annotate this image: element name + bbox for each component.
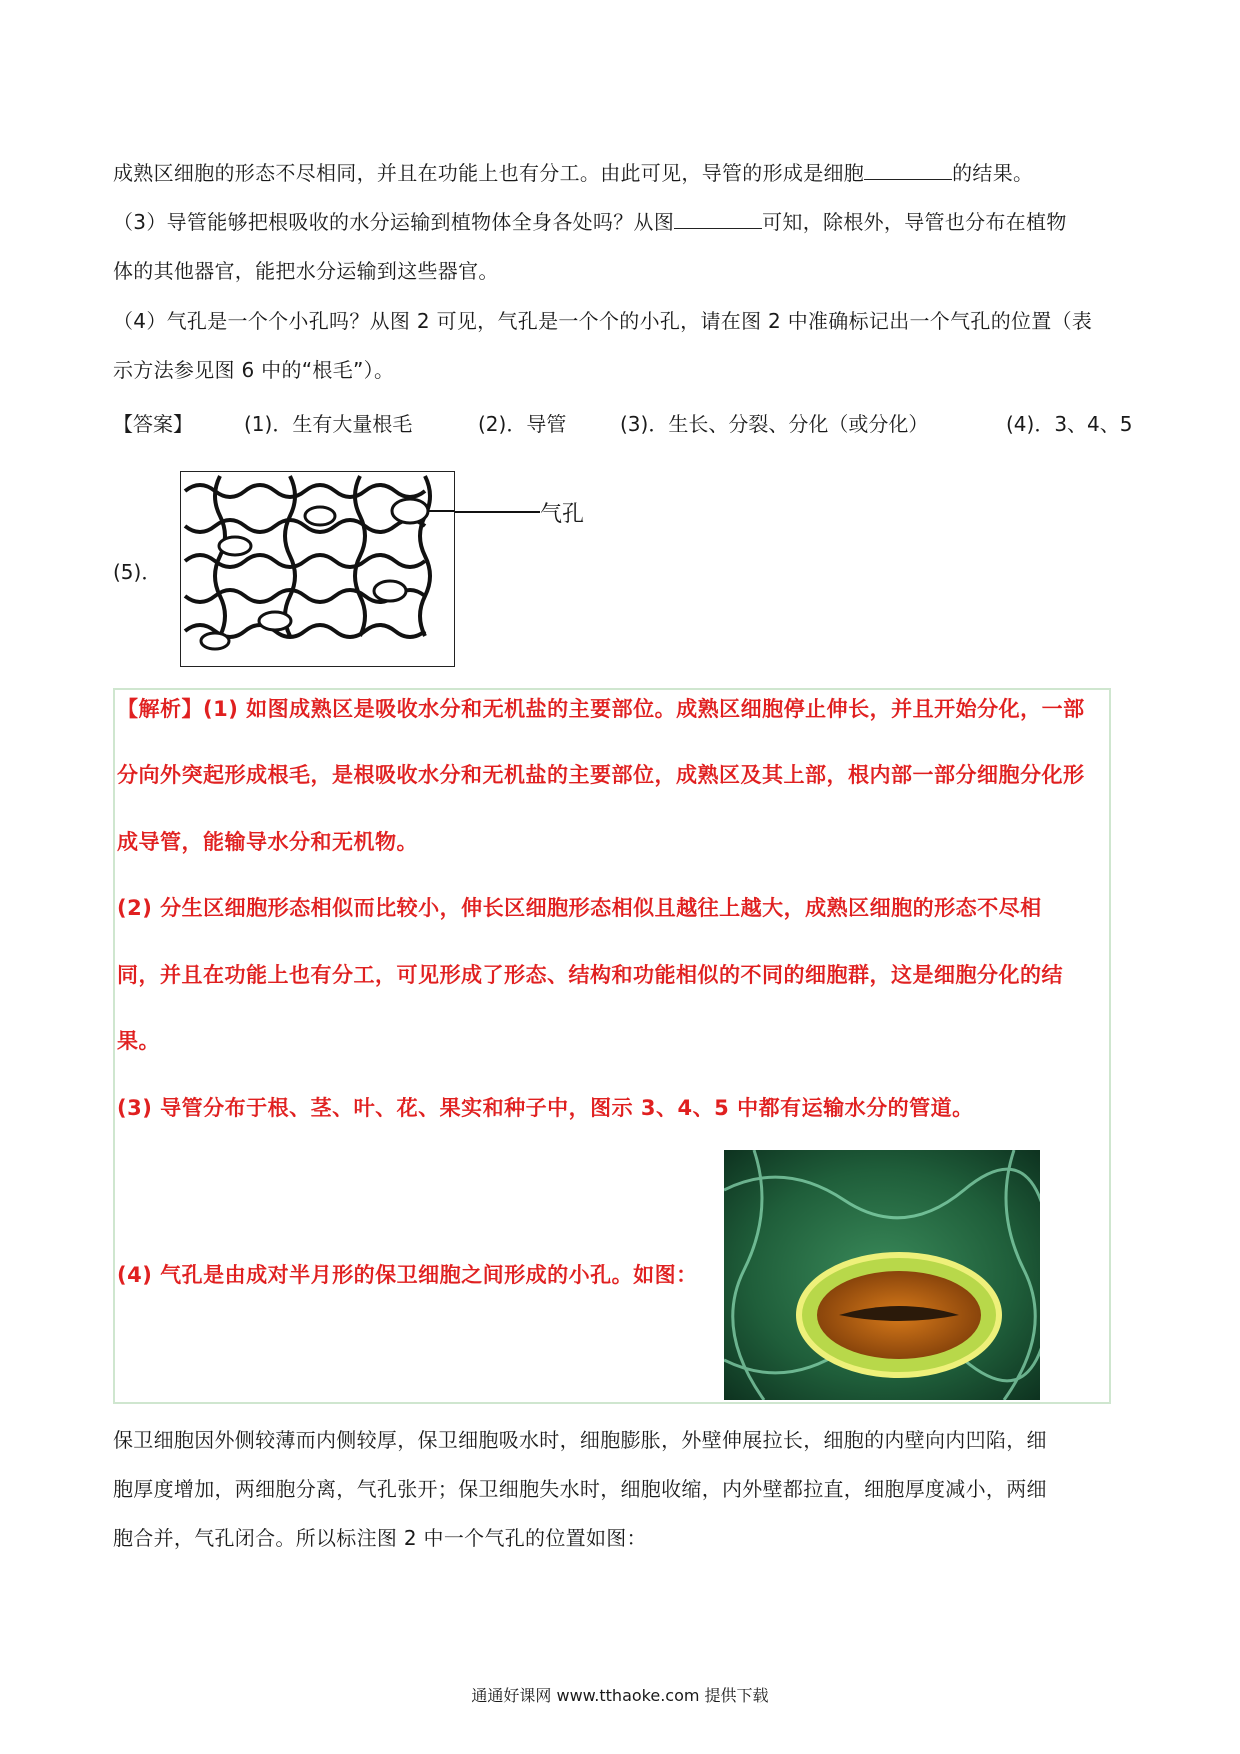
analysis-p4: (4) 气孔是由成对半月形的保卫细胞之间形成的小孔。如图：	[117, 1263, 698, 1287]
answer-blank	[864, 161, 952, 180]
explain-line-1: 保卫细胞因外侧较薄而内侧较厚，保卫细胞吸水时，细胞膨胀，外壁伸展拉长，细胞的内壁向内凹陷，细	[113, 1428, 1047, 1452]
explain-line-3: 胞合并，气孔闭合。所以标注图 2 中一个气孔的位置如图：	[113, 1526, 647, 1550]
question-line-5: 示方法参见图 6 中的“根毛”）。	[113, 358, 395, 382]
answer-3: (3)．生长、分裂、分化（或分化）	[620, 412, 929, 436]
question-line-1	[113, 161, 1033, 185]
question-text: 成熟区细胞的形态不尽相同，并且在功能上也有分工。由此可见，导管的形成是细胞	[113, 161, 865, 185]
question-line-3: 体的其他器官，能把水分运输到这些器官。	[113, 259, 499, 283]
analysis-p2c: 果。	[117, 1029, 160, 1053]
page-footer: 通通好课网 www.tthaoke.com 提供下载	[471, 1686, 769, 1705]
analysis-p1b: 分向外突起形成根毛，是根吸收水分和无机盐的主要部位，成熟区及其上部，根内部一部分细胞分化形	[117, 763, 1085, 787]
answer-2: (2)．导管	[478, 412, 567, 436]
analysis-p1c: 成导管，能输导水分和无机物。	[117, 830, 418, 854]
label-leader-line	[455, 504, 540, 524]
stoma-label: 气孔	[540, 502, 585, 527]
question-text: （3）导管能够把根吸收的水分运输到植物体全身各处吗？从图	[113, 210, 675, 234]
question-text: 的结果。	[952, 161, 1034, 185]
answer-4: (4)．3、4、5	[1006, 412, 1133, 436]
answer-blank	[674, 210, 762, 229]
analysis-p2a: (2) 分生区细胞形态相似而比较小，伸长区细胞形态相似且越往上越大，成熟区细胞的形态不尽相	[117, 896, 1042, 920]
stoma-micrograph	[724, 1150, 1040, 1400]
explain-line-2: 胞厚度增加，两细胞分离，气孔张开；保卫细胞失水时，细胞收缩，内外壁都拉直，细胞厚度减小，两细	[113, 1477, 1047, 1501]
question-line-2	[113, 210, 1067, 234]
answer-label: 【答案】	[113, 412, 193, 436]
question-text: 可知，除根外，导管也分布在植物	[762, 210, 1067, 234]
analysis-p2b: 同，并且在功能上也有分工，可见形成了形态、结构和功能相似的不同的细胞群，这是细胞分化的结	[117, 963, 1063, 987]
analysis-p3: (3) 导管分布于根、茎、叶、花、果实和种子中，图示 3、4、5 中都有运输水分的管道。	[117, 1096, 974, 1120]
answer-1: (1)．生有大量根毛	[244, 412, 413, 436]
epidermis-figure	[180, 471, 455, 667]
analysis-p1a: 【解析】(1) 如图成熟区是吸收水分和无机盐的主要部位。成熟区细胞停止伸长，并且开始分化，一部	[117, 697, 1085, 721]
answer-5-label: (5)．	[113, 560, 162, 584]
question-line-4: （4）气孔是一个个小孔吗？从图 2 可见，气孔是一个个的小孔，请在图 2 中准确标记出一个气孔的位置（表	[113, 309, 1093, 333]
